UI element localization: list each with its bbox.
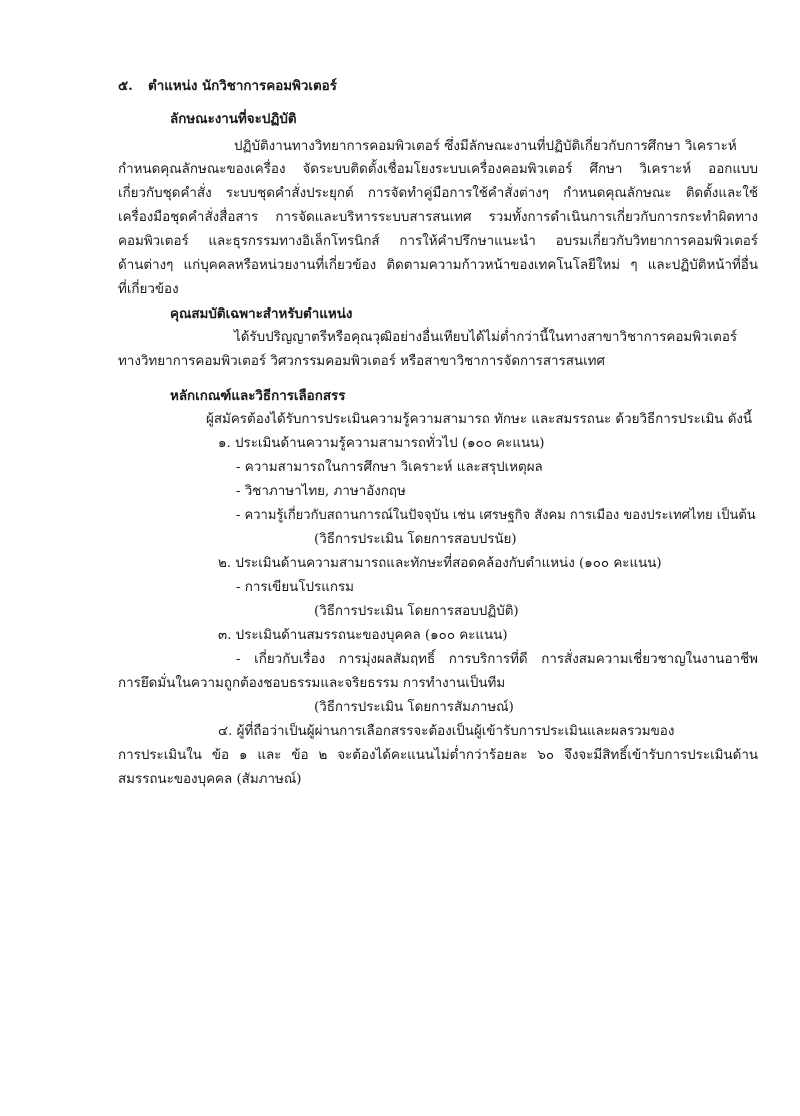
job-paragraph-line: ที่เกี่ยวข้อง [118,282,179,297]
assessment-item-3-bullet-cont: การยึดมั่นในความถูกต้องชอบธรรมและจริยธรรม การทำงานเป็นทีม [118,676,506,691]
assessment-item-1-method: (วิธีการประเมิน โดยการสอบปรนัย) [314,532,517,547]
assessment-item-2-method: (วิธีการประเมิน โดยการสอบปฏิบัติ) [314,604,519,619]
section-number: ๕. [118,78,133,94]
assessment-item-1-bullet: - วิชาภาษาไทย, ภาษาอังกฤษ [236,484,406,499]
assessment-item-4-line: สมรรถนะของบุคคล (สัมภาษณ์) [118,772,302,787]
qualification-heading: คุณสมบัติเฉพาะสำหรับตำแหน่ง [170,306,353,322]
assessment-item-3-bullet: - เกี่ยวกับเรื่อง การมุ่งผลสัมฤทธิ์ การบริการที่ดี การสั่งสมความเชี่ยวชาญในงานอาชีพ [236,652,758,667]
assessment-item-1-bullet: - ความสามารถในการศึกษา วิเคราะห์ และสรุปเหตุผล [236,460,543,475]
qualification-line: ได้รับปริญญาตรีหรือคุณวุฒิอย่างอื่นเทียบได้ไม่ต่ำกว่านี้ในทางสาขาวิชาการคอมพิวเตอร์ [234,330,738,345]
section-title [118,74,337,98]
job-paragraph-line: เครื่องมือชุดคำสั่งสื่อสาร การจัดและบริหารระบบสารสนเทศ รวมทั้งการดำเนินการเกี่ยวกับการกระทำผิดทาง [118,210,758,225]
criteria-intro: ผู้สมัครต้องได้รับการประเมินความรู้ความสามารถ ทักษะ และสมรรถนะ ด้วยวิธีการประเมิน ดังนี้ [206,412,753,427]
assessment-item-1-title: ๑. ประเมินด้านความรู้ความสามารถทั่วไป (๑๐๐ คะแนน) [218,436,545,451]
assessment-item-4-line: ๔. ผู้ที่ถือว่าเป็นผู้ผ่านการเลือกสรรจะต้องเป็นผู้เข้ารับการประเมินและผลรวมของ [218,724,675,739]
assessment-item-3-title: ๓. ประเมินด้านสมรรถนะของบุคคล (๑๐๐ คะแนน) [218,628,508,643]
job-paragraph-line: คอมพิวเตอร์ และธุรกรรมทางอิเล็กโทรนิกส์ การให้คำปรึกษาแนะนำ อบรมเกี่ยวกับวิทยาการคอมพิวเตอร์ [118,234,758,249]
assessment-item-4-line: การประเมินใน ข้อ ๑ และ ข้อ ๒ จะต้องได้คะแนนไม่ต่ำกว่าร้อยละ ๖๐ จึงจะมีสิทธิ์เข้ารับการประเมินด้าน [118,748,758,763]
assessment-item-2-bullet: - การเขียนโปรแกรม [236,580,354,595]
job-paragraph-line: ด้านต่างๆ แก่บุคคลหรือหน่วยงานที่เกี่ยวข้อง ติดตามความก้าวหน้าของเทคโนโลยีใหม่ ๆ และปฏิบัติหน้าที่อื่น [118,258,758,273]
criteria-heading: หลักเกณฑ์และวิธีการเลือกสรร [170,388,346,404]
assessment-item-1-bullet: - ความรู้เกี่ยวกับสถานการณ์ในปัจจุบัน เช่น เศรษฐกิจ สังคม การเมือง ของประเทศไทย เป็นต้น [236,508,756,523]
assessment-item-2-title: ๒. ประเมินด้านความสามารถและทักษะที่สอดคล้องกับตำแหน่ง (๑๐๐ คะแนน) [218,556,662,571]
assessment-item-3-method: (วิธีการประเมิน โดยการสัมภาษณ์) [314,700,514,715]
job-paragraph-line: เกี่ยวกับชุดคำสั่ง ระบบชุดคำสั่งประยุกต์ การจัดทำคู่มือการใช้คำสั่งต่างๆ กำหนดคุณลักษณะ ติดตั้งและใช้ [118,186,758,201]
job-heading: ลักษณะงานที่จะปฏิบัติ [170,111,297,127]
qualification-line: ทางวิทยาการคอมพิวเตอร์ วิศวกรรมคอมพิวเตอร์ หรือสาขาวิชาการจัดการสารสนเทศ [118,354,605,369]
section-title-text: ตำแหน่ง นักวิชาการคอมพิวเตอร์ [148,78,337,94]
job-paragraph-line: ปฏิบัติงานทางวิทยาการคอมพิวเตอร์ ซึ่งมีลักษณะงานที่ปฏิบัติเกี่ยวกับการศึกษา วิเคราะห์ [234,139,737,154]
job-paragraph-line: กำหนดคุณลักษณะของเครื่อง จัดระบบติดตั้งเชื่อมโยงระบบเครื่องคอมพิวเตอร์ ศึกษา วิเคราะห์ ออกแบบ [118,162,758,177]
